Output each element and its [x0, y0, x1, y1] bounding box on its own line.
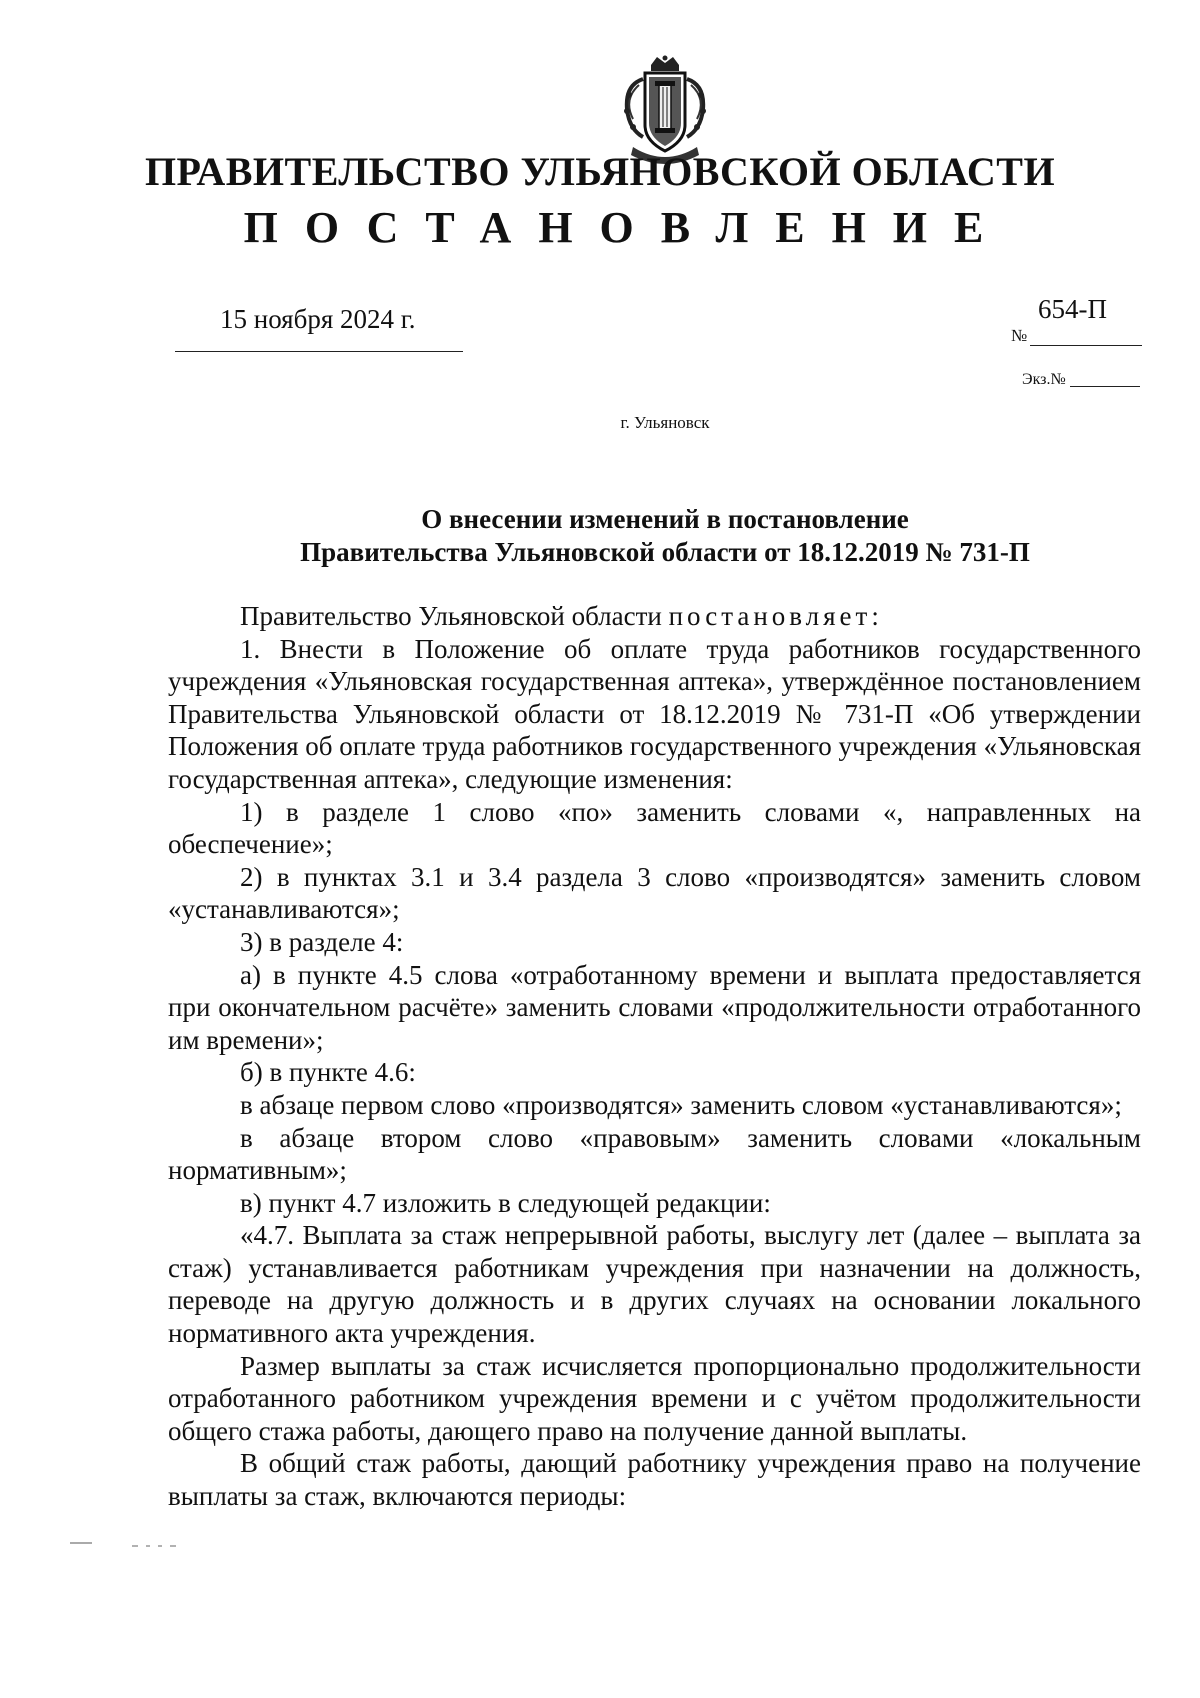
intro-keyword: постановляет — [668, 601, 872, 631]
organization-name: ПРАВИТЕЛЬСТВО УЛЬЯНОВСКОЙ ОБЛАСТИ — [144, 149, 1056, 194]
document-type: ПОСТАНОВЛЕНИЕ — [243, 203, 1011, 252]
paragraph-1: 1. Внести в Положение об оплате труда работников государственного учреждения «Ульяновская государственная аптека», утверждённое постановлением Правительства Ульяновской области от 18.12.2019 № 731-П «Об утверждении Положения об оплате труда работников государственного учреждения «Ульяновская государственная аптека», следующие изменения: — [168, 633, 1141, 794]
paragraph-1-3-b-1: в абзаце первом слово «производятся» заменить словом «устанавливаются»; — [240, 1089, 1122, 1120]
title-line-1: О внесении изменений в постановление — [421, 504, 909, 534]
date-underline — [175, 351, 463, 352]
intro-suffix: : — [871, 601, 879, 631]
paragraph-4-7-periods: В общий стаж работы, дающий работнику учреждения право на получение выплаты за стаж, включаются периоды: — [168, 1448, 1141, 1512]
copy-number-underline — [1070, 386, 1140, 387]
paragraph-1-2: 2) в пунктах 3.1 и 3.4 раздела 3 слово «производятся» заменить словом «устанавливаются»; — [168, 861, 1141, 925]
paragraph-4-7: «4.7. Выплата за стаж непрерывной работы, выслугу лет (далее – выплата за стаж) устанавливается работникам учреждения при назначении на должность, переводе на другую должность и в других случаях на основании локального нормативного акта учреждения. — [168, 1220, 1141, 1349]
paragraph-4-7-size: Размер выплаты за стаж исчисляется пропорционально продолжительности отработанного работником учреждения времени и с учётом продолжительности общего стажа работы, дающего право на получение данной выплаты. — [168, 1350, 1141, 1446]
intro-paragraph — [168, 600, 1141, 633]
paragraph-1-3-b-2: в абзаце втором слово «правовым» заменить словами «локальным нормативным»; — [168, 1122, 1141, 1186]
document-number: 654-П — [1038, 294, 1107, 324]
copy-number-label: Экз.№ — [1022, 371, 1066, 388]
paragraph-1-3: 3) в разделе 4: — [240, 926, 404, 957]
intro-prefix: Правительство Ульяновской области — [240, 601, 669, 631]
paragraph-1-3-b: б) в пункте 4.6: — [240, 1057, 416, 1088]
scan-artifact — [70, 1536, 180, 1544]
title-line-2: Правительства Ульяновской области от 18.12.2019 № 731-П — [300, 537, 1030, 567]
number-underline — [1030, 345, 1142, 346]
number-sign: № — [1011, 326, 1028, 345]
paragraph-1-3-c: в) пункт 4.7 изложить в следующей редакции: — [240, 1187, 771, 1218]
document-title — [0, 503, 1200, 569]
city: г. Ульяновск — [620, 413, 710, 432]
paragraph-1-1: 1) в разделе 1 слово «по» заменить словами «, направленных на обеспечение»; — [168, 796, 1141, 860]
document-body — [168, 600, 1141, 1513]
document-date: 15 ноября 2024 г. — [220, 304, 416, 334]
paragraph-1-3-a: а) в пункте 4.5 слова «отработанному времени и выплата предоставляется при окончательном расчёте» заменить словами «продолжительности отработанного им времени»; — [168, 959, 1141, 1055]
